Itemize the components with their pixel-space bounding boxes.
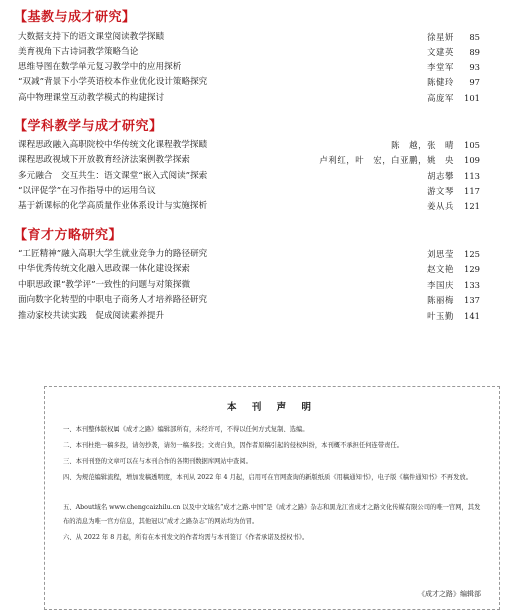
toc-row[interactable]	[18, 309, 480, 324]
toc-page-number: 109	[464, 155, 480, 165]
toc-title: 课程思政视域下开放教育经济法案例教学探索	[18, 155, 190, 165]
toc-page-number: 97	[469, 77, 480, 87]
toc-page-number: 85	[469, 32, 480, 42]
notice-paragraph: 五、About域名 www.chengcaizhilu.cn 以及中文域名“成才之路.中国”是《成才之路》杂志和黑龙江省成才之路文化传媒有限公司的唯一官网，其发布的消息为唯一官方信息，其他冠以“成才之路杂志”的网站均为仿冒。	[63, 504, 481, 525]
toc-page-number: 129	[464, 264, 480, 274]
toc-title: “双减”背景下小学英语校本作业优化设计策略探究	[18, 77, 208, 87]
toc-author: 陈 越，张 晴	[391, 140, 454, 150]
toc-title: 推动家校共读实践 促成阅读素养提升	[18, 311, 165, 321]
toc-page-number: 117	[464, 186, 480, 196]
toc-author: 姜从兵	[427, 201, 454, 211]
notice-paragraph: 一、本刊整体版权属《成才之路》编辑部所有，未经许可，不得以任何方式复制、选编。	[63, 426, 309, 433]
toc-row[interactable]	[18, 45, 480, 60]
toc-author: 陈丽梅	[427, 295, 454, 305]
toc-title: 大数据支持下的语文课堂阅读教学探赜	[18, 32, 165, 42]
section-heading-basic-education: 【基教与成才研究】	[14, 10, 136, 25]
toc-author: 陈健玲	[427, 77, 454, 87]
toc-author: 李国庆	[427, 280, 454, 290]
toc-row[interactable]	[18, 138, 480, 153]
toc-row[interactable]	[18, 293, 480, 308]
toc-title: 课程思政融入高职院校中华传统文化课程教学探赜	[18, 140, 208, 150]
notice-paragraph: 三、本刊刊登的文章可以在与本刊合作的各期刊数据库网站中查阅。	[63, 458, 252, 465]
toc-row[interactable]	[18, 60, 480, 75]
toc-title: “以评促学”在习作指导中的运用刍议	[18, 186, 156, 196]
toc-row[interactable]	[18, 262, 480, 277]
toc-row[interactable]	[18, 153, 480, 168]
toc-page-number: 105	[464, 140, 480, 150]
toc-page-number: 125	[464, 249, 480, 259]
notice-paragraph: 四、为规范编辑流程，增加发稿透明度，本刊从 2022 年 4 月起，启用可在官网查询的新版纸质《用稿通知书》，电子版《稿件通知书》不再发放。	[63, 474, 472, 481]
toc-title: “工匠精神”融入高职大学生就业竞争力的路径研究	[18, 249, 208, 259]
notice-signature: 《成才之路》编辑部	[418, 590, 481, 598]
toc-row[interactable]	[18, 30, 480, 45]
toc-page-number: 113	[464, 171, 480, 181]
toc-title: 思维导图在数学单元复习教学中的应用探析	[18, 62, 182, 72]
toc-author: 胡志攀	[427, 171, 454, 181]
section-heading-text: 基教与成才研究	[27, 10, 123, 25]
notice-paragraph: 六、从 2022 年 8 月起，所有在本刊发文的作者均需与本刊签订《作者承诺及授权书》。	[63, 534, 309, 541]
toc-author: 卢利红，叶 宏，白亚鹏，姚 央	[319, 155, 454, 165]
journal-notice-box	[44, 386, 500, 610]
toc-author: 高庞军	[427, 93, 454, 103]
toc-row[interactable]	[18, 247, 480, 262]
toc-author: 文建英	[427, 47, 454, 57]
toc-page-number: 89	[469, 47, 480, 57]
toc-title: 中华优秀传统文化融入思政课一体化建设探索	[18, 264, 190, 274]
toc-title: 多元融合 交互共生：语文课堂“嵌入式阅读”探索	[18, 171, 208, 181]
toc-row[interactable]	[18, 169, 480, 184]
toc-row[interactable]	[18, 199, 480, 214]
toc-author: 徐星妍	[427, 32, 454, 42]
toc-row[interactable]	[18, 184, 480, 199]
notice-title: 本 刊 声 明	[227, 402, 317, 413]
toc-page-number: 137	[464, 295, 480, 305]
toc-row[interactable]	[18, 278, 480, 293]
toc-page-number: 93	[469, 62, 480, 72]
toc-author: 刘思莹	[427, 249, 454, 259]
toc-page-number: 133	[464, 280, 480, 290]
toc-row[interactable]	[18, 75, 480, 90]
section-heading-talent-strategy: 【育才方略研究】	[14, 228, 123, 243]
toc-title: 美育视角下古诗词教学策略刍论	[18, 47, 139, 57]
toc-author: 游文琴	[427, 186, 454, 196]
section-heading-text: 育才方略研究	[27, 228, 109, 243]
section-heading-subject-teaching: 【学科教学与成才研究】	[14, 119, 163, 134]
toc-page-number: 101	[464, 93, 480, 103]
toc-page-number: 121	[464, 201, 480, 211]
toc-author: 赵文艳	[427, 264, 454, 274]
section-heading-text: 学科教学与成才研究	[27, 119, 150, 134]
toc-page-number: 141	[464, 311, 480, 321]
toc-title: 基于新课标的化学高质量作业体系设计与实施探析	[18, 201, 208, 211]
toc-title: 面向数字化转型的中职电子商务人才培养路径研究	[18, 295, 208, 305]
toc-title: 高中物理课堂互动教学模式的构建探讨	[18, 93, 165, 103]
toc-title: 中职思政课“教学评”一致性的问题与对策探微	[18, 280, 191, 290]
toc-row[interactable]	[18, 91, 480, 106]
toc-author: 叶玉勤	[427, 311, 454, 321]
notice-paragraph: 二、本刊杜绝一稿多投，请勿抄袭，请勿一稿多投；文责自负，因作者原稿引起的侵权纠纷，本刊概不承担任何连带责任。	[63, 442, 404, 449]
toc-author: 李堂军	[427, 62, 454, 72]
